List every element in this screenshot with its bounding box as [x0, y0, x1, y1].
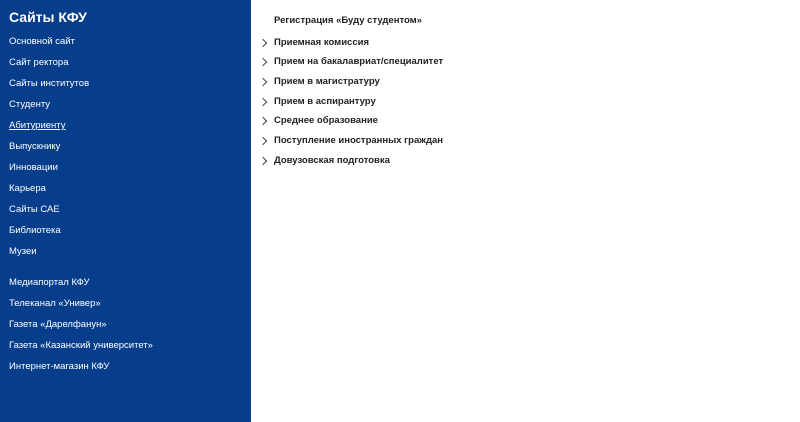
sidebar-link-rector-site[interactable]: Сайт ректора [9, 57, 69, 68]
menu-item-bachelor-admission[interactable] [260, 54, 443, 68]
chevron-right-icon [259, 38, 267, 46]
chevron-right-icon [259, 77, 267, 85]
sidebar [0, 0, 251, 422]
chevron-right-icon [259, 136, 267, 144]
sidebar-link-main-site[interactable]: Основной сайт [9, 36, 75, 47]
menu-item-foreign-admission[interactable] [260, 133, 443, 147]
sidebar-link-cae-sites[interactable]: Сайты САЕ [9, 204, 60, 215]
chevron-right-icon [259, 97, 267, 105]
registration-link[interactable]: Регистрация «Буду студентом» [274, 15, 422, 26]
menu-item-pre-university[interactable] [260, 153, 390, 167]
sidebar-link-institutes[interactable]: Сайты институтов [9, 78, 90, 89]
sidebar-link-graduate[interactable]: Выпускнику [9, 141, 61, 152]
menu-item-label: Прием в аспирантуру [274, 95, 376, 107]
main-content [251, 0, 800, 422]
sidebar-link-newspaper-darelfanun[interactable]: Газета «Дарелфанун» [9, 319, 107, 330]
chevron-right-icon [259, 116, 267, 124]
sidebar-link-innovations[interactable]: Инновации [9, 162, 58, 173]
menu-item-label: Прием на бакалавриат/специалитет [274, 55, 444, 67]
chevron-right-icon [259, 156, 267, 164]
menu-item-label: Среднее образование [274, 114, 378, 126]
sidebar-link-newspaper-kazan-university[interactable]: Газета «Казанский университет» [9, 340, 153, 351]
sidebar-title[interactable]: Сайты КФУ [9, 9, 87, 25]
sidebar-link-museums[interactable]: Музеи [9, 246, 37, 257]
menu-item-postgraduate-admission[interactable] [260, 94, 376, 108]
menu-item-label: Поступление иностранных граждан [274, 134, 444, 146]
menu-item-master-admission[interactable] [260, 74, 380, 88]
sidebar-link-library[interactable]: Библиотека [9, 225, 61, 236]
menu-item-secondary-education[interactable] [260, 113, 378, 127]
menu-item-label: Прием в магистратуру [274, 75, 380, 87]
sidebar-link-online-store[interactable]: Интернет-магазин КФУ [9, 361, 110, 372]
menu-item-label: Приемная комиссия [274, 36, 369, 48]
menu-item-admissions-committee[interactable] [260, 35, 369, 49]
menu-item-label: Довузовская подготовка [274, 154, 390, 166]
sidebar-link-tv-channel[interactable]: Телеканал «Универ» [9, 298, 101, 309]
sidebar-link-media-portal[interactable]: Медиапортал КФУ [9, 277, 90, 288]
sidebar-link-student[interactable]: Студенту [9, 99, 51, 110]
chevron-right-icon [259, 57, 267, 65]
sidebar-link-career[interactable]: Карьера [9, 183, 46, 194]
sidebar-link-applicant[interactable]: Абитуриенту [9, 120, 66, 131]
